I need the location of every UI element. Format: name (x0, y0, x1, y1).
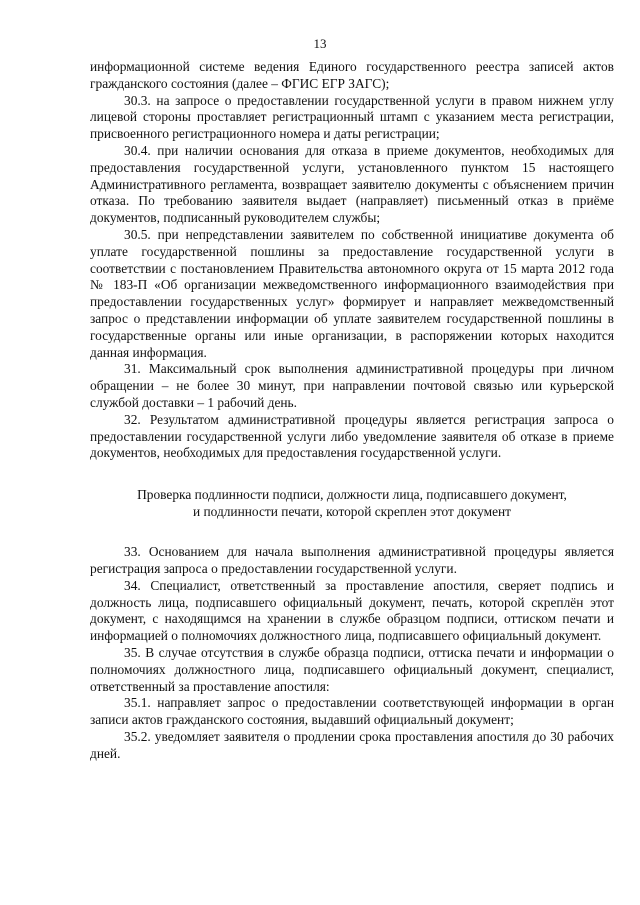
paragraph-30-5: 30.5. при непредставлении заявителем по собственной инициативе документа об уплате государственной пошлины за предоставление государственной услуги в соответствии с постановлением Правительства автономного округа от 15 марта 2012 года № 183-П «Об организации межведомственного информационного взаимодействия при предоставлении государственных услуг» формирует и направляет межведомственный запрос о представлении информации об уплате заявителем государственной пошлины в государственные органы или иные организации, в распоряжении которых находится данная информация. (90, 226, 614, 360)
paragraph-34: 34. Специалист, ответственный за проставление апостиля, сверяет подпись и должность лица, подписавшего официальный документ, печать, которой скреплён этот документ, с находящимся на хранении в службе образцом подписи, оттиском печати и информацией о полномочиях должностного лица, подписавшего официальный документ. (90, 577, 614, 644)
paragraph-31: 31. Максимальный срок выполнения административной процедуры при личном обращении – не более 30 минут, при направлении почтовой связью или курьерской службой доставки – 1 рабочий день. (90, 361, 614, 410)
section-heading (90, 486, 614, 520)
paragraph-30-3: 30.3. на запросе о предоставлении государственной услуги в правом нижнем углу лицевой стороны проставляет регистрационный штамп с указанием места регистрации, присвоенного регистрационного номера и даты регистрации; (90, 92, 614, 142)
section-heading-line-2: и подлинности печати, которой скреплен этот документ (192, 504, 512, 520)
paragraph-33: 33. Основанием для начала выполнения административной процедуры является регистрация запроса о предоставлении государственной услуги. (90, 544, 614, 576)
paragraph-32: 32. Результатом административной процедуры является регистрация запроса о предоставлении государственной услуги либо уведомление заявителя об отказе в приеме документов, необходимых для предоставления государственной услуги. (90, 411, 614, 461)
document-body (90, 59, 614, 762)
paragraph-30-4: 30.4. при наличии основания для отказа в приеме документов, необходимых для предоставления государственной услуги, установленного пунктом 15 настоящего Административного регламента, возвращает заявителю документы с объяснением причин отказа. По требованию заявителя выдает (направляет) письменный отказ в приёме документов, подписанный руководителем службы; (90, 142, 614, 226)
paragraph-35-1: 35.1. направляет запрос о предоставлении соответствующей информации в орган записи актов гражданского состояния, выдавший официальный документ; (90, 695, 614, 728)
section-heading-line-1: Проверка подлинности подписи, должности лица, подписавшего документ, (137, 487, 567, 503)
paragraph-continuation: информационной системе ведения Единого государственного реестра записей актов гражданского состояния (далее – ФГИС ЕГР ЗАГС); (90, 59, 614, 91)
paragraph-35-2: 35.2. уведомляет заявителя о продлении срока проставления апостиля до 30 рабочих дней. (90, 728, 614, 761)
page-number: 13 (313, 36, 327, 51)
paragraph-35: 35. В случае отсутствия в службе образца подписи, оттиска печати и информации о полномочиях должностного лица, подписавшего официальный документ, специалист, ответственный за проставление апостиля: (90, 644, 614, 694)
